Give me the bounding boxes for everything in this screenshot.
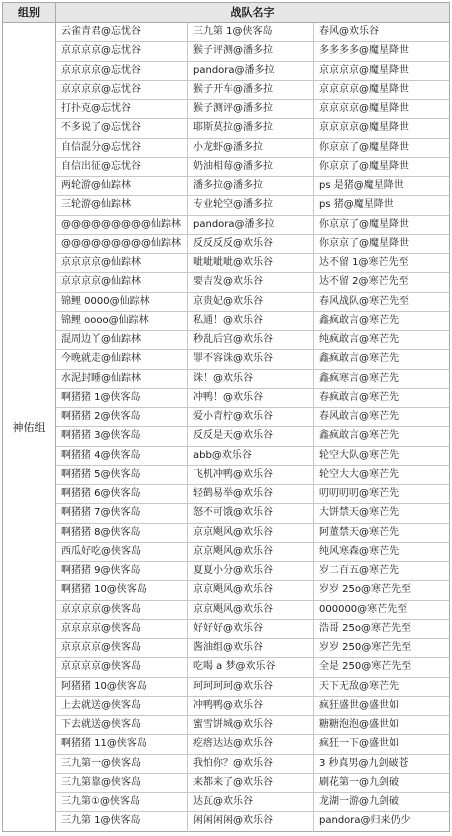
team-name-cell: 刷花第一@九剑破	[319, 776, 399, 788]
team-name-cell: ps 是猪@魔星降世	[319, 180, 404, 191]
team-name-cell: 上去就送@侠客岛	[56, 697, 188, 715]
team-name-cell: 京京京京@魔星降世	[319, 64, 409, 76]
team-name-cell: 打扑克@忘忧谷	[56, 100, 188, 118]
team-name-cell: 夏夏小分@欢乐谷	[188, 562, 314, 580]
team-name-cell: 啊猪猪 1@侠客岛	[56, 389, 188, 407]
team-name-cell: pandora@潘多拉	[188, 216, 314, 234]
team-name-cell: @@@@@@@@@仙踪林	[56, 235, 188, 253]
table-row	[56, 254, 449, 273]
team-name-cell: 啊猪猪 2@侠客岛	[56, 408, 188, 426]
team-name-cell: 京京京京@侠客岛	[56, 658, 188, 676]
team-name-cell: 要吉发@欢乐谷	[188, 273, 314, 291]
team-name-cell: 三九第靠@侠客岛	[56, 774, 188, 792]
team-name-cell: 你京京了@魔星降世	[319, 141, 409, 153]
table-row	[56, 119, 449, 138]
team-name-cell: 啊猪猪 11@侠客岛	[56, 735, 188, 753]
table-row	[56, 216, 449, 235]
team-name-cell: 京京京京@侠客岛	[56, 639, 188, 657]
table-row	[56, 408, 449, 427]
team-name-cell: 反反是天@欢乐谷	[188, 427, 314, 445]
team-name-cell: 混周边丫@仙踪林	[56, 331, 188, 349]
team-name-cell: 来都来了@欢乐谷	[188, 774, 314, 792]
table-row	[56, 370, 449, 389]
team-name-cell: 珂珂珂珂@欢乐谷	[188, 678, 314, 696]
team-name-cell: 三轮游@仙踪林	[56, 196, 188, 214]
table-row	[56, 139, 449, 158]
team-name-cell: 专业轮空@潘多拉	[188, 196, 314, 214]
team-name-cell: 冲鸭鸭@欢乐谷	[188, 697, 314, 715]
team-name-cell: 小龙虾@潘多拉	[188, 139, 314, 157]
group-name-cell: 神佑组	[3, 23, 56, 831]
team-name-cell: 猴子开车@潘多拉	[188, 81, 314, 99]
table-row	[56, 23, 449, 42]
table-row	[56, 177, 449, 196]
table-row	[56, 678, 449, 697]
team-name-cell: 京京飓风@欢乐谷	[188, 524, 314, 542]
team-name-cell: 龙湖一游@九剑破	[319, 796, 399, 807]
table-row	[56, 697, 449, 716]
table-row	[56, 562, 449, 581]
team-name-cell: 纯风寒森@寒芒先	[319, 545, 399, 557]
team-name-cell: 酱油组@欢乐谷	[188, 639, 314, 657]
team-name-cell: 京京京京@侠客岛	[56, 620, 188, 638]
table-row	[56, 235, 449, 254]
team-name-cell: 猴子测评@潘多拉	[188, 100, 314, 118]
team-name-cell: 京京飓风@欢乐谷	[188, 581, 314, 599]
team-name-cell: 阿猪猪 10@侠客岛	[56, 678, 188, 696]
table-row	[56, 100, 449, 119]
team-name-cell: 闲闲闲闲@欢乐谷	[188, 812, 314, 831]
team-table	[2, 2, 450, 832]
team-column-header: 战队名字	[230, 6, 275, 19]
team-name-cell: 猴子评测@潘多拉	[188, 42, 314, 60]
team-name-cell: 京京飓风@欢乐谷	[188, 543, 314, 561]
team-name-cell: 三九第①@侠客岛	[56, 793, 188, 811]
team-name-cell: 鑫疯寒言@寒芒先	[319, 372, 399, 384]
table-row	[56, 601, 449, 620]
team-name-cell: pandora@归来仍少	[319, 815, 411, 827]
table-row	[56, 658, 449, 677]
team-name-cell: 疯狂盛世@盛世如	[319, 699, 399, 711]
team-name-cell: 诛！@欢乐谷	[188, 370, 314, 388]
group-column-header: 组别	[3, 3, 56, 22]
team-name-cell: 今晚就走@仙踪林	[56, 350, 188, 368]
team-name-cell: 轻鹤易举@欢乐谷	[188, 485, 314, 503]
team-name-cell: 罪不容诛@欢乐谷	[188, 350, 314, 368]
team-name-cell: 呲呲呲呲@欢乐谷	[188, 254, 314, 272]
team-name-cell: 春疯敢言@寒芒先	[319, 391, 399, 403]
team-name-cell: 啊猪猪 9@侠客岛	[56, 562, 188, 580]
team-name-cell: 鑫疯敢言@寒芒先	[319, 430, 399, 442]
team-name-cell: 三九第一@侠客岛	[56, 755, 188, 773]
team-name-cell: 京京京京@忘忧谷	[56, 62, 188, 80]
team-name-cell: 全是 250@寒芒先至	[319, 661, 412, 673]
team-name-cell: 你京京了@魔星降世	[319, 218, 409, 230]
team-name-cell: 不多说了@忘忧谷	[56, 119, 188, 137]
team-name-cell: 冲鸭！@欢乐谷	[188, 389, 314, 407]
table-row	[56, 524, 449, 543]
table-row	[56, 447, 449, 466]
team-name-cell: 000000@寒芒先至	[319, 603, 408, 615]
team-name-cell: 啊猪猪 8@侠客岛	[56, 524, 188, 542]
team-rows	[56, 23, 449, 831]
team-name-cell: 啊猪猪 10@侠客岛	[56, 581, 188, 599]
team-name-cell: 好好好@欢乐谷	[188, 620, 314, 638]
team-name-cell: 耶斯莫拉@潘多拉	[188, 119, 314, 137]
table-row	[56, 620, 449, 639]
team-name-cell: 私通！@欢乐谷	[188, 312, 314, 330]
team-name-cell: 疯狂一下@盛世如	[319, 738, 399, 750]
team-name-cell: 纯疯敢言@寒芒先	[319, 334, 399, 345]
team-name-cell: 京京京京@仙踪林	[56, 273, 188, 291]
team-name-cell: 疙瘩达达@欢乐谷	[188, 735, 314, 753]
team-name-cell: 爱小青柠@欢乐谷	[188, 408, 314, 426]
table-row	[56, 293, 449, 312]
table-row	[56, 196, 449, 215]
table-row	[56, 735, 449, 754]
team-name-cell: 蜜雪饼城@欢乐谷	[188, 716, 314, 734]
team-name-cell: 奶油相莓@潘多拉	[188, 158, 314, 176]
table-row	[56, 716, 449, 735]
team-name-cell: 下去就送@侠客岛	[56, 716, 188, 734]
team-name-cell: pandora@潘多拉	[188, 62, 314, 80]
team-name-cell: 3 秒真男@九剑破苍	[319, 757, 409, 769]
table-row	[56, 504, 449, 523]
team-name-cell: 糖糖泡泡@盛世如	[319, 719, 399, 730]
team-name-cell: 京贵妃@欢乐谷	[188, 293, 314, 311]
team-name-cell: 潘多拉@潘多拉	[188, 177, 314, 195]
team-name-cell: 锦鲤 0000@仙踪林	[56, 293, 188, 311]
team-name-cell: 吃喝 a 梦@欢乐谷	[188, 658, 314, 676]
table-row	[56, 581, 449, 600]
team-name-cell: 飞机冲鸭@欢乐谷	[188, 466, 314, 484]
team-name-cell: @@@@@@@@@仙踪林	[56, 216, 188, 234]
table-body	[3, 23, 449, 831]
table-row	[56, 312, 449, 331]
team-name-cell: 鑫疯敢言@寒芒先	[319, 314, 399, 326]
team-name-cell: 啊猪猪 7@侠客岛	[56, 504, 188, 522]
table-row	[56, 466, 449, 485]
team-name-cell: 水泥封睡@仙踪林	[56, 370, 188, 388]
team-name-cell: 京京京京@仙踪林	[56, 254, 188, 272]
table-row	[56, 81, 449, 100]
team-name-cell: 轮空大队@寒芒先	[319, 449, 399, 461]
team-name-cell: 京京京京@魔星降世	[319, 83, 409, 95]
team-name-cell: 岁岁 250@寒芒先至	[319, 642, 412, 653]
team-name-cell: abb@欢乐谷	[188, 447, 314, 465]
table-row	[56, 793, 449, 812]
table-row	[56, 755, 449, 774]
table-row	[56, 62, 449, 81]
team-name-cell: 啊猪猪 3@侠客岛	[56, 427, 188, 445]
team-name-cell: 春风@欢乐谷	[319, 26, 379, 37]
table-row	[56, 812, 449, 831]
team-name-cell: 三九第 1@侠客岛	[188, 23, 314, 41]
table-row	[56, 389, 449, 408]
team-name-cell: 岁岁 25o@寒芒先至	[319, 584, 412, 596]
team-name-cell: 云雀青君@忘忧谷	[56, 23, 188, 41]
table-header	[3, 3, 449, 23]
team-name-cell: 你京京了@魔星降世	[319, 237, 409, 249]
team-name-cell: 自信混分@忘忧谷	[56, 139, 188, 157]
team-name-cell: 轮空大大@寒芒先	[319, 468, 399, 480]
team-name-cell: 天下无敌@寒芒先	[319, 680, 399, 692]
team-name-cell: 京京京京@魔星降世	[319, 103, 409, 114]
team-name-cell: 啊猪猪 4@侠客岛	[56, 447, 188, 465]
team-name-cell: 你京京了@魔星降世	[319, 160, 409, 172]
team-name-cell: 京京京京@魔星降世	[319, 122, 409, 134]
team-name-cell: 达瓦@欢乐谷	[188, 793, 314, 811]
team-name-cell: 自信出征@忘忧谷	[56, 158, 188, 176]
team-name-cell: 怒不可饿@欢乐谷	[188, 504, 314, 522]
table-row	[56, 543, 449, 562]
team-name-cell: 啊猪猪 6@侠客岛	[56, 485, 188, 503]
team-name-cell: 京京飓风@欢乐谷	[188, 601, 314, 619]
table-row	[56, 485, 449, 504]
team-name-cell: 阿董禁天@寒芒先	[319, 526, 399, 538]
table-row	[56, 42, 449, 61]
team-name-cell: 春风敢言@寒芒先	[319, 411, 399, 422]
team-name-cell: 反反反反@欢乐谷	[188, 235, 314, 253]
team-name-cell: 京京京京@忘忧谷	[56, 81, 188, 99]
team-name-cell: 大饼禁天@寒芒先	[319, 507, 399, 519]
team-name-cell: 浩哥 25o@寒芒先至	[319, 622, 412, 634]
team-name-cell: 京京京京@侠客岛	[56, 601, 188, 619]
table-row	[56, 427, 449, 446]
table-row	[56, 158, 449, 177]
team-name-cell: 锦鲤 oooo@仙踪林	[56, 312, 188, 330]
team-name-cell: 鑫疯敢言@寒芒先	[319, 353, 399, 365]
team-name-cell: 啊猪猪 5@侠客岛	[56, 466, 188, 484]
table-row	[56, 639, 449, 658]
team-name-cell: 达不留 1@寒芒先至	[319, 257, 409, 268]
team-name-cell: 多多多多@魔星降世	[319, 45, 409, 57]
team-name-cell: ps 猪@魔星降世	[319, 199, 394, 211]
team-name-cell: 秒乱后宫@欢乐谷	[188, 331, 314, 349]
team-name-cell: 两轮游@仙踪林	[56, 177, 188, 195]
team-name-cell: 叨叨叨叨@寒芒先	[319, 488, 399, 499]
team-name-cell: 岁二百五@寒芒先	[319, 565, 399, 576]
team-name-cell: 西瓜好吃@侠客岛	[56, 543, 188, 561]
team-name-cell: 春风战队@寒芒先至	[319, 295, 409, 307]
team-name-cell: 京京京京@忘忧谷	[56, 42, 188, 60]
table-row	[56, 350, 449, 369]
table-row	[56, 774, 449, 793]
table-row	[56, 331, 449, 350]
table-row	[56, 273, 449, 292]
team-name-cell: 达不留 2@寒芒先至	[319, 276, 409, 288]
team-name-cell: 我怕你？@欢乐谷	[188, 755, 314, 773]
team-name-cell: 三九第 1@侠客岛	[56, 812, 188, 831]
